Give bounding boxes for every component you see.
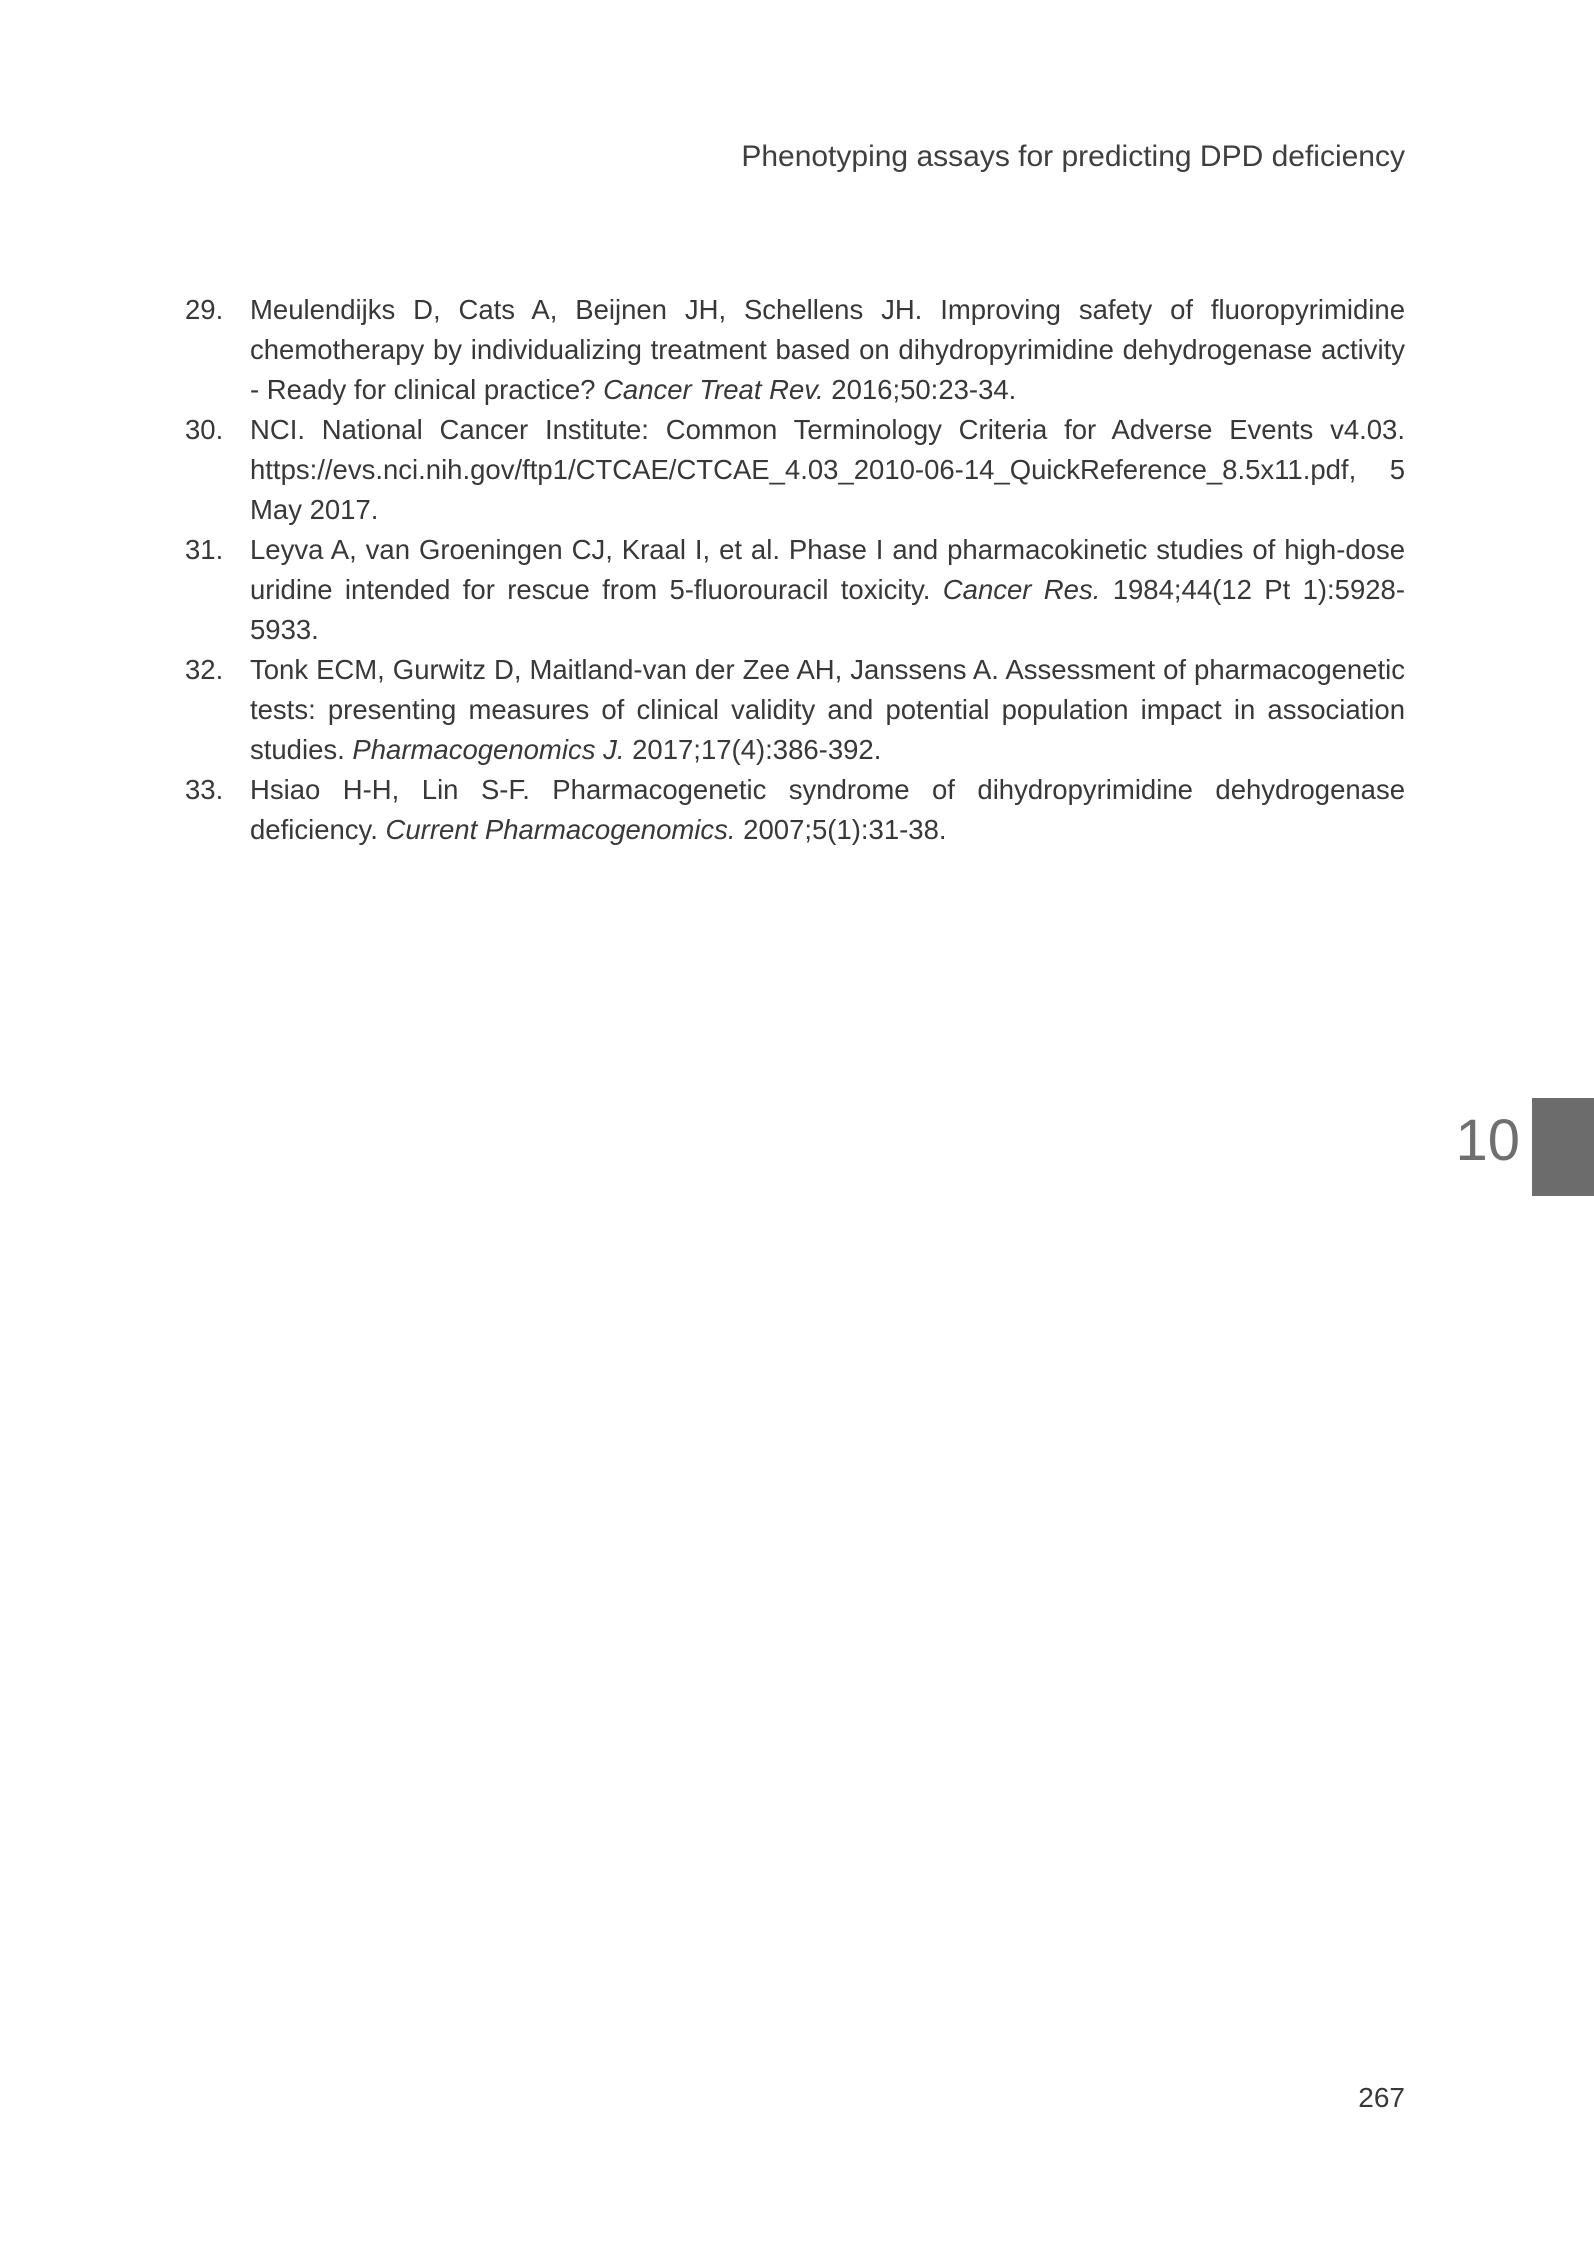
reference-item	[185, 770, 1405, 850]
reference-text: Meulendijks D, Cats A, Beijnen JH, Schellens JH. Improving safety of fluoropyrimidine chemotherapy by individualizing treatment based on dihydropyrimidine dehydrogenase activity - Ready for clinical practice? Cancer Treat Rev. 2016;50:23-34.	[250, 294, 1405, 405]
reference-text: NCI. National Cancer Institute: Common Terminology Criteria for Adverse Events v4.03. https://evs.nci.nih.gov/ftp1/CTCAE/CTCAE_4.03_2010-06-14_QuickReference_8.5x11.pdf, 5 May 2017.	[250, 414, 1405, 525]
reference-text: Hsiao H-H, Lin S-F. Pharmacogenetic syndrome of dihydropyrimidine dehydrogenase deficiency. Current Pharmacogenomics. 2007;5(1):31-38.	[250, 774, 1405, 845]
reference-number: 29.	[185, 294, 224, 325]
reference-item	[185, 650, 1405, 770]
references-list	[185, 290, 1405, 850]
reference-item	[185, 530, 1405, 650]
chapter-number: 10	[1455, 1108, 1520, 1173]
reference-text: Tonk ECM, Gurwitz D, Maitland-van der Zee AH, Janssens A. Assessment of pharmacogenetic tests: presenting measures of clinical validity and potential population impact in association studies. Pharmacogenomics J. 2017;17(4):386-392.	[250, 654, 1405, 765]
reference-number: 30.	[185, 414, 224, 445]
reference-text: Leyva A, van Groeningen CJ, Kraal I, et al. Phase I and pharmacokinetic studies of high-dose uridine intended for rescue from 5-fluorouracil toxicity. Cancer Res. 1984;44(12 Pt 1):5928-5933.	[250, 534, 1405, 645]
page-number: 267	[1358, 2082, 1405, 2113]
reference-number: 33.	[185, 774, 224, 805]
reference-number: 31.	[185, 534, 224, 565]
reference-item	[185, 410, 1405, 530]
reference-number: 32.	[185, 654, 224, 685]
reference-item	[185, 290, 1405, 410]
chapter-tab-box	[1532, 1098, 1594, 1196]
running-header: Phenotyping assays for predicting DPD deficiency	[741, 140, 1405, 173]
